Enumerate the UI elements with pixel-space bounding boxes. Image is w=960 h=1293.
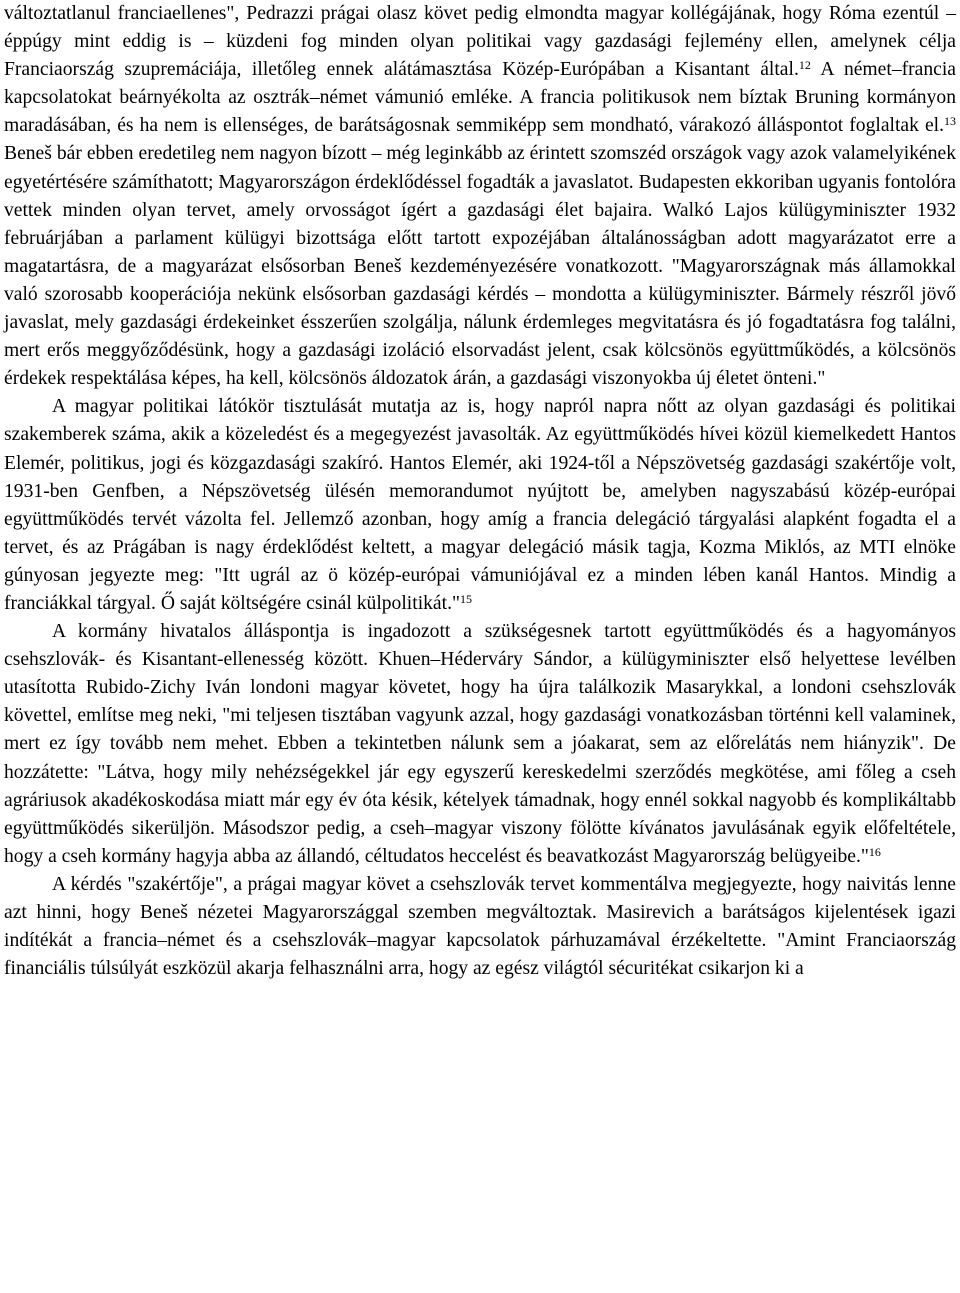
footnote-ref-12: 12 [798,58,811,73]
paragraph-text: A kormány hivatalos álláspontja is ingadozott a szükségesnek tartott együttműködés és a hagyományos csehszlovák- és Kisantant-ellenesség között. Khuen–Héderváry Sándor, a külügyminiszter első helyettese levélben utasította Rubido-Zichy Iván londoni magyar követet, hogy ha újra találkozik Masarykkal, a londoni csehszlovák követtel, említse meg neki, "mi teljesen tisztában vagyunk azzal, hogy gazdasági vonatkozásban történni kell valaminek, mert ez így tovább nem mehet. Ebben a tekintetben nálunk sem a jóakarat, sem az előrelátás nem hiányzik". De hozzátette: "Látva, hogy mily nehézségekkel jár egy egyszerű kereskedelmi szerződés megkötése, ami főleg a cseh agráriusok akadékoskodása miatt már egy év óta késik, kételyek támadnak, hogy ennél sokkal nagyobb és komplikáltabb együttműködés sikerüljön. Másodszor pedig, a cseh–magyar viszony fölötte kívánatos javulásának egyik előfeltétele, hogy a cseh kormány hagyja abba az állandó, céltudatos heccelést és beavatkozást Magyarország belügyeibe." [4,621,956,867]
paragraph-text: A német–francia kapcsolatokat beárnyékolta az osztrák–német vámunió emléke. A francia politikusok nem bíztak Bruning kormányon maradásában, és ha nem is ellenséges, de barátságosnak semmiképp sem mondható, várakozó álláspontot foglaltak el. [4,59,956,137]
paragraph-text: A magyar politikai látókör tisztulását mutatja az is, hogy napról napra nőtt az olyan gazdasági és politikai szakemberek száma, akik a közeledést és a megegyezést javasolták. Az együttműködés hívei közül kiemelkedett Hantos Elemér, politikus, jogi és közgazdasági szakíró. Hantos Elemér, aki 1924-től a Népszövetség gazdasági szakértője volt, 1931-ben Genfben, a Népszövetség ülésén memorandumot nyújtott be, amelyben nagyszabású közép-európai együttműködés tervét vázolta fel. Jellemző azonban, hogy amíg a francia delegáció tárgyalási alapként fogadta el a tervet, és az Prágában is nagy érdeklődést keltett, a magyar delegáció másik tagja, Kozma Miklós, az MTI elnöke gúnyosan jegyezte meg: "Itt ugrál az ö közép-európai vámuniójával ez a minden lében kanál Hantos. Mindig a franciákkal tárgyal. Ő saját költségére csinál külpolitikát." [4,396,956,614]
paragraph-text: Beneš bár ebben eredetileg nem nagyon bízott – még leginkább az érintett szomszéd országok vagy azok valamelyikének egyetértésére számíthatott; Magyarországon érdeklődéssel fogadták a javaslatot. Budapesten ekkoriban ugyanis fontolóra vettek minden olyan tervet, amely orvosságot ígért a gazdasági élet bajaira. Walkó Lajos külügyminiszter 1932 februárjában a parlament külügyi bizottsága előtt tartott expozéjában általánosságban adott magyarázatot erre a magatartásra, de a magyarázat elsősorban Beneš kezdeményezésére vonatkozott. "Magyarországnak más államokkal való szorosabb kooperációja nekünk elsősorban gazdasági kérdés – mondotta a külügyminiszter. Bármely részről jövő javaslat, mely gazdasági érdekeinket ésszerűen szolgálja, nálunk érdemleges megvitatásra és jó fogadtatásra fog találni, mert erős meggyőződésünk, hogy a gazdasági izoláció elsorvadást jelent, csak kölcsönös együttműködés, a kölcsönös érdekek respektálása képes, ha kell, kölcsönös áldozatok árán, a gazdasági viszonyokba új életet önteni." [4,143,956,390]
footnote-ref-15: 15 [459,591,472,606]
document-page [4,0,956,983]
footnote-ref-16: 16 [868,844,881,859]
paragraph-2 [4,393,956,618]
paragraph-1 [4,0,956,393]
paragraph-text: A kérdés "szakértője", a prágai magyar követ a csehszlovák tervet kommentálva megjegyezte, hogy naivitás lenne azt hinni, hogy Beneš nézetei Magyarországgal szemben megváltoztak. Masirevich a barátságos kijelentések igazi indítékát a francia–német és a csehszlovák–magyar kapcsolatok párhuzamával érzékeltette. "Amint Franciaország financiális túlsúlyát eszközül akarja felhasználni arra, hogy az egész világtól sécuritékat csikarjon ki a [4,873,956,980]
paragraph-text: változtatlanul franciaellenes", Pedrazzi prágai olasz követ pedig elmondta magyar kollégájának, hogy Róma ezentúl – éppúgy mint eddig is – küzdeni fog minden olyan politikai vagy gazdasági fejlemény ellen, amelynek célja Franciaország szupremáciája, illetőleg ennek alátámasztása Közép-Európában a Kisantant által. [4,3,956,81]
paragraph-4 [4,871,956,983]
paragraph-3 [4,618,956,871]
footnote-ref-13: 13 [944,114,956,129]
